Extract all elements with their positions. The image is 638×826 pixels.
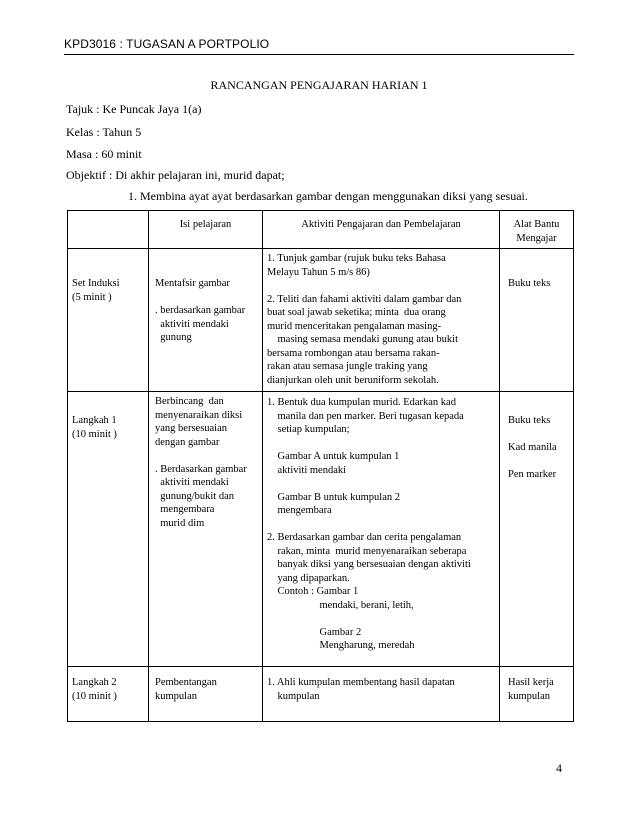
meta-objektif: Objektif : Di akhir pelajaran ini, murid dapat;	[66, 168, 285, 182]
cell-line: dengan gambar	[155, 436, 220, 448]
cell-line: yang bersesuaian	[155, 423, 228, 434]
cell-line	[267, 279, 499, 293]
cell-line: aktiviti mendaki	[155, 477, 229, 488]
cell-line: Buku teks	[508, 278, 551, 289]
cell-line: masing semasa mendaki gunung atau bukit	[267, 334, 459, 345]
cell-line: Melayu Tahun 5 m/s 86)	[267, 266, 370, 278]
cell-line: (10 minit )	[72, 690, 117, 702]
cell-line: rakan atau semasa jungle traking yang	[267, 361, 428, 372]
cell-line: bersama rombongan atau bersama rakan-	[267, 347, 440, 359]
cell-line: gunung/bukit dan	[155, 490, 235, 502]
content-cell	[149, 392, 263, 667]
header-rule	[64, 54, 574, 55]
step-cell	[68, 667, 149, 722]
cell-line: 1. Tunjuk gambar (rujuk buku teks Bahasa	[267, 253, 446, 264]
tools-cell	[500, 249, 574, 392]
page-title: RANCANGAN PENGAJARAN HARIAN 1	[210, 78, 428, 92]
table-row	[68, 667, 574, 722]
activity-cell	[263, 392, 500, 667]
header-cell-content: Isi pelajaran	[149, 211, 263, 249]
cell-line: Gambar B untuk kumpulan 2	[267, 491, 400, 503]
tools-cell	[500, 392, 574, 667]
cell-line: banyak diksi yang bersesuaian dengan aktiviti	[267, 559, 471, 570]
cell-line: mendaki, berani, letih,	[267, 599, 414, 611]
page-number: 4	[556, 761, 562, 775]
activity-cell	[263, 667, 500, 722]
cell-line: (5 minit )	[72, 291, 112, 303]
cell-line	[155, 291, 262, 305]
cell-line	[267, 477, 499, 491]
cell-line: buat soal jawab seketika; minta dua orang	[267, 307, 446, 318]
cell-line: Gambar A untuk kumpulan 1	[267, 451, 400, 462]
cell-line: Langkah 1	[72, 415, 117, 426]
meta-tajuk: Tajuk : Ke Puncak Jaya 1(a)	[66, 102, 202, 116]
step-cell	[68, 249, 149, 392]
cell-line: . Berdasarkan gambar	[155, 463, 247, 475]
cell-line	[267, 437, 499, 451]
cell-line: Berbincang dan	[155, 396, 224, 407]
cell-line: kumpulan	[508, 690, 550, 702]
cell-line: Gambar 2	[267, 626, 362, 638]
cell-line: murid dim	[155, 517, 205, 529]
cell-line: 2. Teliti dan fahami aktiviti dalam gambar dan	[267, 293, 462, 305]
cell-line: Langkah 2	[72, 677, 117, 688]
cell-line: mengembara	[155, 504, 215, 515]
cell-line	[267, 518, 499, 532]
cell-line: Kad manila	[508, 442, 557, 453]
lesson-plan-table	[67, 210, 574, 722]
cell-line: Contoh : Gambar 1	[267, 586, 359, 597]
table-header-row	[68, 211, 574, 249]
cell-line: kumpulan	[155, 690, 197, 702]
cell-line: aktiviti mendaki	[155, 318, 229, 330]
header-cell-step	[68, 211, 149, 249]
document-header: KPD3016 : TUGASAN A PORTPOLIO	[64, 37, 270, 51]
cell-line: Set Induksi	[72, 278, 120, 289]
cell-line: 1. Bentuk dua kumpulan murid. Edarkan kad	[267, 397, 456, 408]
cell-line: (10 minit )	[72, 428, 117, 440]
table-row	[68, 249, 574, 392]
cell-line: Buku teks	[508, 415, 551, 426]
cell-line: gunung	[155, 332, 192, 343]
cell-line: menyenaraikan diksi	[155, 409, 243, 421]
cell-line: Hasil kerja	[508, 677, 554, 688]
cell-line: dianjurkan oleh unit beruniform sekolah.	[267, 374, 439, 386]
header-cell-activity: Aktiviti Pengajaran dan Pembelajaran	[263, 211, 500, 249]
content-cell	[149, 249, 263, 392]
cell-line: manila dan pen marker. Beri tugasan kepada	[267, 410, 464, 422]
table-row	[68, 392, 574, 667]
cell-line: yang dipaparkan.	[267, 572, 350, 584]
cell-line: aktiviti mendaki	[267, 464, 347, 476]
header-cell-tools: Alat Bantu Mengajar	[500, 211, 574, 249]
cell-line: murid menceritakan pengalaman masing-	[267, 320, 442, 332]
cell-line: Pen marker	[508, 469, 557, 480]
activity-cell	[263, 249, 500, 392]
cell-line: Mengharung, meredah	[267, 640, 415, 651]
cell-line: Mentafsir gambar	[155, 278, 230, 289]
cell-line: rakan, minta murid menyenaraikan seberapa	[267, 545, 467, 557]
cell-line: Pembentangan	[155, 677, 217, 688]
cell-line	[267, 612, 499, 626]
meta-kelas: Kelas : Tahun 5	[66, 125, 142, 139]
step-cell	[68, 392, 149, 667]
cell-line	[508, 428, 573, 442]
objective-item: 1. Membina ayat ayat berdasarkan gambar dengan menggunakan diksi yang sesuai.	[128, 189, 528, 203]
meta-masa: Masa : 60 minit	[66, 147, 142, 161]
cell-line: . berdasarkan gambar	[155, 305, 246, 316]
cell-line: mengembara	[267, 505, 332, 516]
cell-line	[508, 455, 573, 469]
cell-line	[155, 449, 262, 463]
cell-line: setiap kumpulan;	[267, 424, 350, 435]
cell-line: 1. Ahli kumpulan membentang hasil dapatan	[267, 677, 455, 688]
cell-line: kumpulan	[267, 690, 320, 702]
content-cell	[149, 667, 263, 722]
tools-cell	[500, 667, 574, 722]
cell-line: 2. Berdasarkan gambar dan cerita pengalaman	[267, 532, 462, 543]
